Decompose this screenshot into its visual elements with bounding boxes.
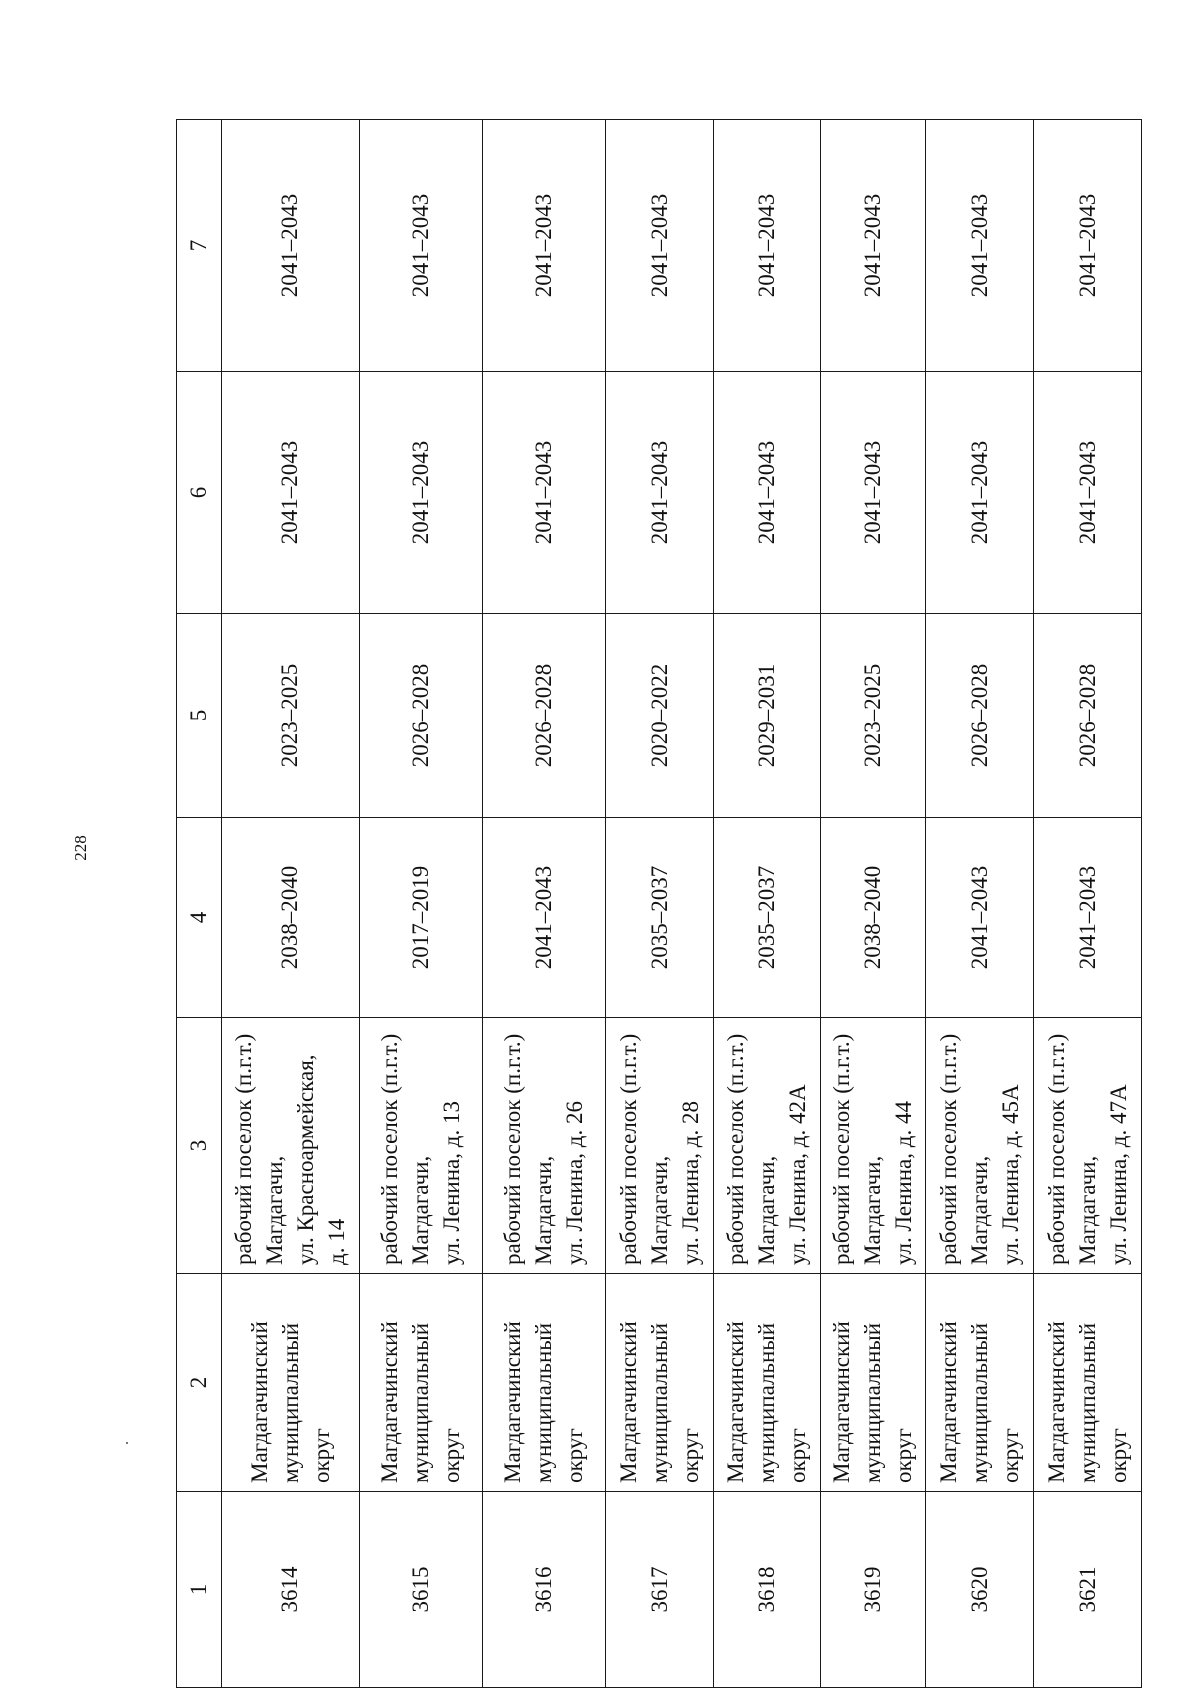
municipality-cell-line: муниципальный	[860, 1322, 886, 1483]
municipality-cell	[820, 1274, 926, 1492]
address-cell-line: ул. Ленина, д. 42А	[785, 1084, 811, 1265]
address-cell-line: рабочий поселок (п.г.т.)	[936, 1033, 962, 1265]
municipality-cell-line: муниципальный	[1075, 1322, 1101, 1483]
row-number-cell: 3614	[222, 1492, 360, 1688]
period-cell-4: 2035–2037	[713, 818, 820, 1018]
municipality-cell-line: Магдагачинский	[377, 1321, 403, 1483]
table-row	[1034, 120, 1142, 1688]
address-cell-line: рабочий поселок (п.г.т.)	[231, 1033, 257, 1265]
municipality-cell-line: муниципальный	[277, 1322, 303, 1483]
municipality-cell-line: округ	[891, 1428, 917, 1483]
period-cell-5: 2026–2028	[482, 614, 605, 818]
row-number-cell: 3621	[1034, 1492, 1142, 1688]
address-cell-line: ул. Ленина, д. 47А	[1106, 1084, 1132, 1265]
period-cell-7: 2041–2043	[820, 120, 926, 372]
period-cell-5: 2026–2028	[359, 614, 482, 818]
period-cell-4: 2035–2037	[606, 818, 714, 1018]
period-cell-6: 2041–2043	[359, 372, 482, 614]
municipality-cell-line: округ	[678, 1428, 704, 1483]
period-cell-6: 2041–2043	[713, 372, 820, 614]
municipality-cell-line: Магдагачинский	[246, 1321, 272, 1483]
period-cell-4: 2041–2043	[926, 818, 1034, 1018]
address-cell-line: ул. Ленина, д. 45А	[998, 1084, 1024, 1265]
period-cell-7: 2041–2043	[222, 120, 360, 372]
column-header: 7	[177, 120, 222, 372]
address-cell	[482, 1018, 605, 1274]
address-cell-line: рабочий поселок (п.г.т.)	[829, 1033, 855, 1265]
municipality-cell-line: муниципальный	[754, 1322, 780, 1483]
table-row	[222, 120, 360, 1688]
municipality-cell	[926, 1274, 1034, 1492]
address-cell-line: Магдагачи,	[408, 1155, 434, 1265]
period-cell-5: 2020–2022	[606, 614, 714, 818]
column-header: 2	[177, 1274, 222, 1492]
address-cell-line: ул. Ленина, д. 26	[562, 1101, 588, 1265]
period-cell-4: 2041–2043	[482, 818, 605, 1018]
address-cell-line: ул. Красноармейская,	[293, 1054, 319, 1265]
address-cell-line: Магдагачи,	[262, 1155, 288, 1265]
period-cell-6: 2041–2043	[820, 372, 926, 614]
municipality-cell-line: Магдагачинский	[829, 1321, 855, 1483]
period-cell-4: 2017–2019	[359, 818, 482, 1018]
municipality-cell-line: Магдагачинский	[936, 1321, 962, 1483]
address-cell-line: Магдагачи,	[531, 1155, 557, 1265]
address-cell-line: рабочий поселок (п.г.т.)	[500, 1033, 526, 1265]
period-cell-7: 2041–2043	[359, 120, 482, 372]
municipality-cell	[359, 1274, 482, 1492]
period-cell-7: 2041–2043	[926, 120, 1034, 372]
table-row	[359, 120, 482, 1688]
municipality-cell-line: Магдагачинский	[1044, 1321, 1070, 1483]
municipality-cell	[222, 1274, 360, 1492]
period-cell-6: 2041–2043	[222, 372, 360, 614]
period-cell-5: 2026–2028	[926, 614, 1034, 818]
period-cell-4: 2038–2040	[820, 818, 926, 1018]
table-row	[926, 120, 1034, 1688]
period-cell-5: 2023–2025	[222, 614, 360, 818]
municipality-cell	[713, 1274, 820, 1492]
table-header-row	[177, 120, 222, 1688]
municipality-cell-line: Магдагачинский	[723, 1321, 749, 1483]
period-cell-6: 2041–2043	[606, 372, 714, 614]
address-cell	[606, 1018, 714, 1274]
address-cell-line: рабочий поселок (п.г.т.)	[723, 1033, 749, 1265]
address-cell-line: ул. Ленина, д. 44	[891, 1101, 917, 1265]
period-cell-7: 2041–2043	[606, 120, 714, 372]
column-header: 3	[177, 1018, 222, 1274]
address-cell	[926, 1018, 1034, 1274]
period-cell-6: 2041–2043	[1034, 372, 1142, 614]
row-number-cell: 3617	[606, 1492, 714, 1688]
municipality-cell-line: округ	[439, 1428, 465, 1483]
period-cell-4: 2038–2040	[222, 818, 360, 1018]
column-header: 6	[177, 372, 222, 614]
municipality-cell-line: муниципальный	[967, 1322, 993, 1483]
period-cell-4: 2041–2043	[1034, 818, 1142, 1018]
address-cell-line: Магдагачи,	[860, 1155, 886, 1265]
municipality-cell	[482, 1274, 605, 1492]
period-cell-7: 2041–2043	[713, 120, 820, 372]
address-cell-line: Магдагачи,	[647, 1155, 673, 1265]
address-cell-line: ул. Ленина, д. 13	[439, 1101, 465, 1265]
column-header: 4	[177, 818, 222, 1018]
municipality-cell-line: муниципальный	[408, 1322, 434, 1483]
rotated-table-wrapper	[176, 120, 1142, 1688]
address-cell-line: рабочий поселок (п.г.т.)	[377, 1033, 403, 1265]
table-row	[606, 120, 714, 1688]
address-cell-line: Магдагачи,	[754, 1155, 780, 1265]
municipality-cell-line: округ	[1106, 1428, 1132, 1483]
row-number-cell: 3616	[482, 1492, 605, 1688]
column-header: 5	[177, 614, 222, 818]
period-cell-5: 2029–2031	[713, 614, 820, 818]
municipality-cell-line: муниципальный	[531, 1322, 557, 1483]
address-cell	[222, 1018, 360, 1274]
row-number-cell: 3618	[713, 1492, 820, 1688]
address-cell-line: Магдагачи,	[967, 1155, 993, 1265]
column-header: 1	[177, 1492, 222, 1688]
table-row	[713, 120, 820, 1688]
address-cell-line: рабочий поселок (п.г.т.)	[616, 1033, 642, 1265]
page-number: 228	[71, 835, 90, 861]
municipality-cell	[606, 1274, 714, 1492]
municipality-cell-line: округ	[562, 1428, 588, 1483]
period-cell-6: 2041–2043	[926, 372, 1034, 614]
municipality-cell-line: округ	[998, 1428, 1024, 1483]
address-cell-line: рабочий поселок (п.г.т.)	[1044, 1033, 1070, 1265]
row-number-cell: 3620	[926, 1492, 1034, 1688]
period-cell-7: 2041–2043	[482, 120, 605, 372]
period-cell-5: 2023–2025	[820, 614, 926, 818]
address-cell-line: д. 14	[324, 1218, 350, 1265]
municipality-cell-line: муниципальный	[647, 1322, 673, 1483]
period-cell-5: 2026–2028	[1034, 614, 1142, 818]
table-row	[820, 120, 926, 1688]
row-number-cell: 3619	[820, 1492, 926, 1688]
scan-speck	[126, 1442, 128, 1444]
address-cell	[820, 1018, 926, 1274]
municipality-cell-line: округ	[785, 1428, 811, 1483]
address-cell	[359, 1018, 482, 1274]
period-cell-7: 2041–2043	[1034, 120, 1142, 372]
municipality-cell-line: Магдагачинский	[500, 1321, 526, 1483]
address-cell-line: Магдагачи,	[1075, 1155, 1101, 1265]
municipality-cell-line: округ	[308, 1428, 334, 1483]
municipality-cell-line: Магдагачинский	[616, 1321, 642, 1483]
municipality-cell	[1034, 1274, 1142, 1492]
address-cell	[713, 1018, 820, 1274]
housing-schedule-table	[176, 119, 1142, 1688]
row-number-cell: 3615	[359, 1492, 482, 1688]
period-cell-6: 2041–2043	[482, 372, 605, 614]
address-cell	[1034, 1018, 1142, 1274]
address-cell-line: ул. Ленина, д. 28	[678, 1101, 704, 1265]
table-row	[482, 120, 605, 1688]
